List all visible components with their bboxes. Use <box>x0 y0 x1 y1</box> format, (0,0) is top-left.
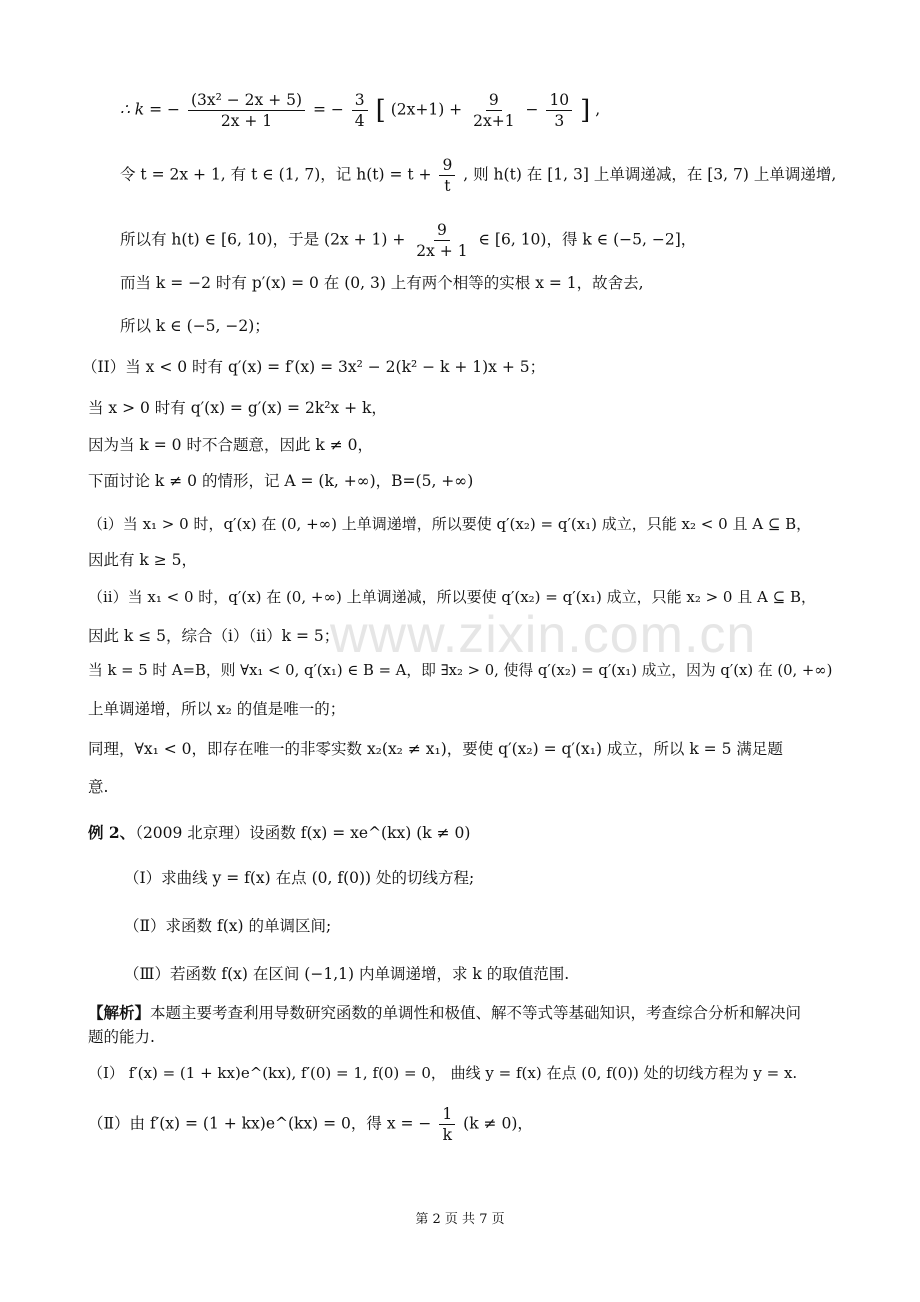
numerator: 3 <box>352 90 368 111</box>
line-text: 令 t = 2x + 1, 有 t ∈ (1, 7)，记 h(t) = t + <box>120 165 432 184</box>
formula-text: (2x+1) + <box>390 100 463 119</box>
fraction <box>439 155 455 196</box>
numerator: 9 <box>486 90 502 111</box>
formula-text: − <box>525 100 539 119</box>
fraction <box>546 90 572 131</box>
question-3: （Ⅲ）若函数 f(x) 在区间 (−1,1) 内单调递增，求 k 的取值范围. <box>124 965 570 983</box>
numerator: (3x² − 2x + 5) <box>188 90 305 111</box>
formula-text: = − <box>312 100 344 119</box>
text-line: 当 k = 5 时 A=B，则 ∀x₁ < 0, q′(x₁) ∈ B = A，即 ∃x₂ > 0, 使得 q′(x₂) = q′(x₁) 成立，因为 q′(x) 在 (0, +∞) <box>88 662 833 679</box>
fraction <box>439 1104 455 1145</box>
text-line: 因此有 k ≥ 5， <box>88 551 198 569</box>
watermark: www.zixin.com.cn <box>330 606 757 664</box>
fraction <box>413 220 470 261</box>
formula-text: , <box>595 100 601 119</box>
question-1: （Ⅰ）求曲线 y = f(x) 在点 (0, f(0)) 处的切线方程; <box>124 869 475 887</box>
denominator: 3 <box>554 112 565 130</box>
numerator: 1 <box>439 1104 455 1125</box>
bracket: [ <box>375 95 386 126</box>
denominator: 2x + 1 <box>416 242 468 260</box>
text-line: 同理，∀x₁ < 0，即存在唯一的非零实数 x₂(x₂ ≠ x₁)，要使 q′(x₂) = q′(x₁) 成立，所以 k = 5 满足题 <box>88 740 783 758</box>
line-substitution <box>120 155 836 196</box>
text-line: 所以 k ∈ (−5, −2)； <box>120 317 270 335</box>
page-footer: 第 2 页 共 7 页 <box>415 1212 505 1227</box>
line-text: （Ⅱ）由 f′(x) = (1 + kx)e^(kx) = 0，得 x = − <box>88 1114 432 1133</box>
bracket: ] <box>580 95 591 126</box>
example-text: （2009 北京理）设函数 f(x) = xe^(kx) (k ≠ 0) <box>135 824 471 842</box>
text-line: （i）当 x₁ > 0 时，q′(x) 在 (0, +∞) 上单调递增，所以要使 q′(x₂) = q′(x₁) 成立，只能 x₂ < 0 且 A ⊆ B， <box>88 515 812 533</box>
text-line: 意. <box>88 778 109 796</box>
text-line: 而当 k = −2 时有 p′(x) = 0 在 (0, 3) 上有两个相等的实根 x = 1，故舍去, <box>120 274 644 292</box>
solution-2 <box>88 1104 533 1145</box>
text-line: 因此 k ≤ 5，综合（i）（ii）k = 5； <box>88 627 340 645</box>
fraction <box>188 90 305 131</box>
denominator: 2x + 1 <box>220 112 273 130</box>
analysis-text: 本题主要考查利用导数研究函数的单调性和极值、解不等式等基础知识，考查综合分析和解决问 <box>150 1004 802 1022</box>
example-2-heading <box>88 822 470 844</box>
denominator: 4 <box>354 112 365 130</box>
formula-k <box>120 90 600 131</box>
analysis-heading <box>88 1002 801 1024</box>
denominator: k <box>442 1126 452 1144</box>
numerator: 9 <box>434 220 450 241</box>
analysis-label: 【解析】 <box>88 1003 151 1022</box>
text-line: 因为当 k = 0 时不合题意，因此 k ≠ 0， <box>88 436 373 454</box>
numerator: 10 <box>546 90 572 111</box>
line-text: ∈ [6, 10)，得 k ∈ (−5, −2]， <box>478 230 697 249</box>
text-line: 上单调递增，所以 x₂ 的值是唯一的； <box>88 700 346 718</box>
formula-text: ∴ k = − <box>120 100 181 119</box>
denominator: 2x+1 <box>473 112 515 130</box>
line-range <box>120 220 696 261</box>
analysis-text-2: 题的能力. <box>88 1028 155 1046</box>
fraction <box>470 90 517 131</box>
question-2: （Ⅱ）求函数 f(x) 的单调区间; <box>124 917 332 935</box>
line-text: 所以有 h(t) ∈ [6, 10)，于是 (2x + 1) + <box>120 230 406 249</box>
text-line: （ii）当 x₁ < 0 时，q′(x) 在 (0, +∞) 上单调递减，所以要使 q′(x₂) = q′(x₁) 成立，只能 x₂ > 0 且 A ⊆ B， <box>88 588 816 606</box>
example-label: 例 2、 <box>88 823 136 842</box>
solution-1: （Ⅰ） f′(x) = (1 + kx)e^(kx), f′(0) = 1, f(0) = 0， 曲线 y = f(x) 在点 (0, f(0)) 处的切线方程为 y = x. <box>88 1064 798 1082</box>
fraction <box>352 90 368 131</box>
text-line: （II）当 x < 0 时有 q′(x) = f′(x) = 3x² − 2(k² − k + 1)x + 5； <box>82 358 546 376</box>
line-text: (k ≠ 0)， <box>463 1114 533 1133</box>
line-text: , 则 h(t) 在 [1, 3] 上单调递减，在 [3, 7) 上单调递增, <box>463 165 837 184</box>
text-line: 下面讨论 k ≠ 0 的情形，记 A = (k, +∞)，B=(5, +∞) <box>88 472 474 490</box>
denominator: t <box>444 177 451 195</box>
numerator: 9 <box>439 155 455 176</box>
text-line: 当 x > 0 时有 q′(x) = g′(x) = 2k²x + k， <box>88 399 387 417</box>
